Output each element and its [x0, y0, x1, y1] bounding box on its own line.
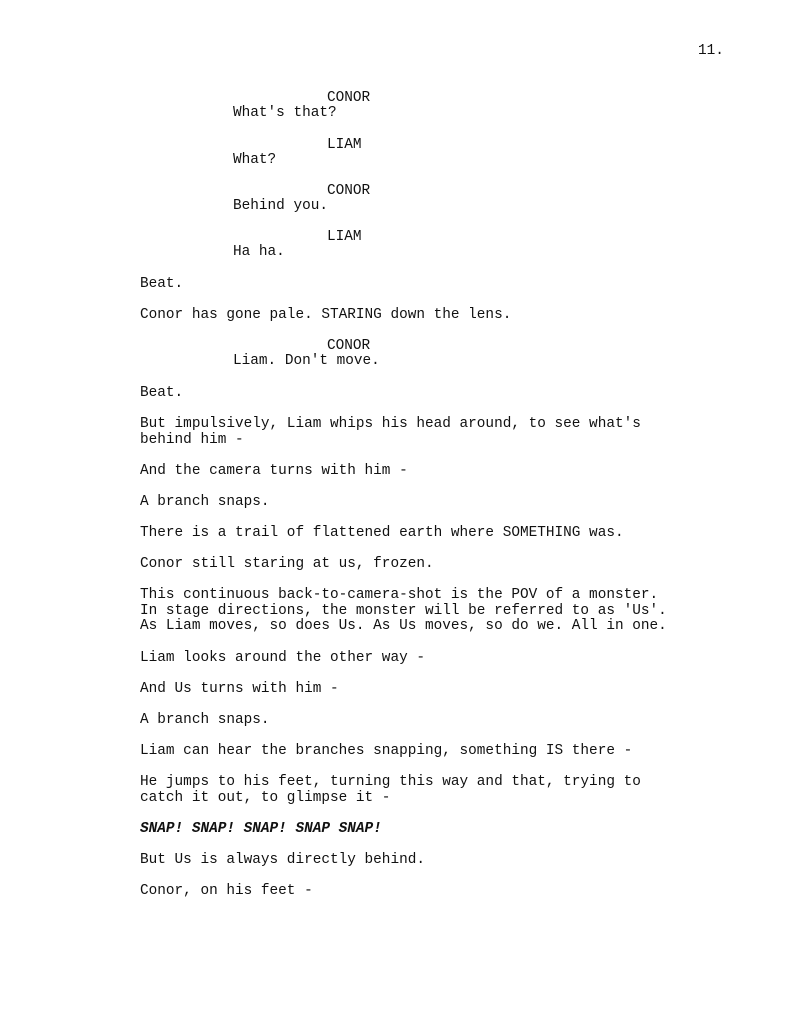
dialogue-line: What's that?	[233, 105, 337, 121]
action-line: This continuous back-to-camera-shot is the POV of a monster. In stage directions, the monster will be referred to as 'Us'. As Liam moves, so does Us. As Us moves, so do we. All in one.	[140, 587, 667, 635]
action-line: Liam looks around the other way -	[140, 650, 425, 666]
action-line: He jumps to his feet, turning this way and that, trying to catch it out, to glimpse it -	[140, 774, 641, 806]
dialogue-line: Ha ha.	[233, 244, 285, 260]
action-line: A branch snaps.	[140, 712, 270, 728]
character-name: CONOR	[327, 338, 371, 354]
page-number: 11.	[698, 43, 724, 59]
action-line: Conor has gone pale. STARING down the lens.	[140, 307, 512, 323]
sound-effect-line: SNAP! SNAP! SNAP! SNAP SNAP!	[140, 821, 382, 837]
action-line: And the camera turns with him -	[140, 463, 408, 479]
dialogue-line: Liam. Don't move.	[233, 353, 380, 369]
action-line: A branch snaps.	[140, 494, 270, 510]
action-line: And Us turns with him -	[140, 681, 339, 697]
action-line: Conor still staring at us, frozen.	[140, 556, 434, 572]
action-line: Beat.	[140, 385, 184, 401]
character-name: LIAM	[327, 229, 362, 245]
action-line: But impulsively, Liam whips his head around, to see what's behind him -	[140, 416, 641, 448]
action-line: Beat.	[140, 276, 184, 292]
character-name: CONOR	[327, 90, 371, 106]
action-line: There is a trail of flattened earth where SOMETHING was.	[140, 525, 624, 541]
character-name: LIAM	[327, 137, 362, 153]
action-line: But Us is always directly behind.	[140, 852, 425, 868]
action-line: Liam can hear the branches snapping, something IS there -	[140, 743, 633, 759]
dialogue-line: What?	[233, 152, 277, 168]
action-line: Conor, on his feet -	[140, 883, 313, 899]
dialogue-line: Behind you.	[233, 198, 328, 214]
character-name: CONOR	[327, 183, 371, 199]
